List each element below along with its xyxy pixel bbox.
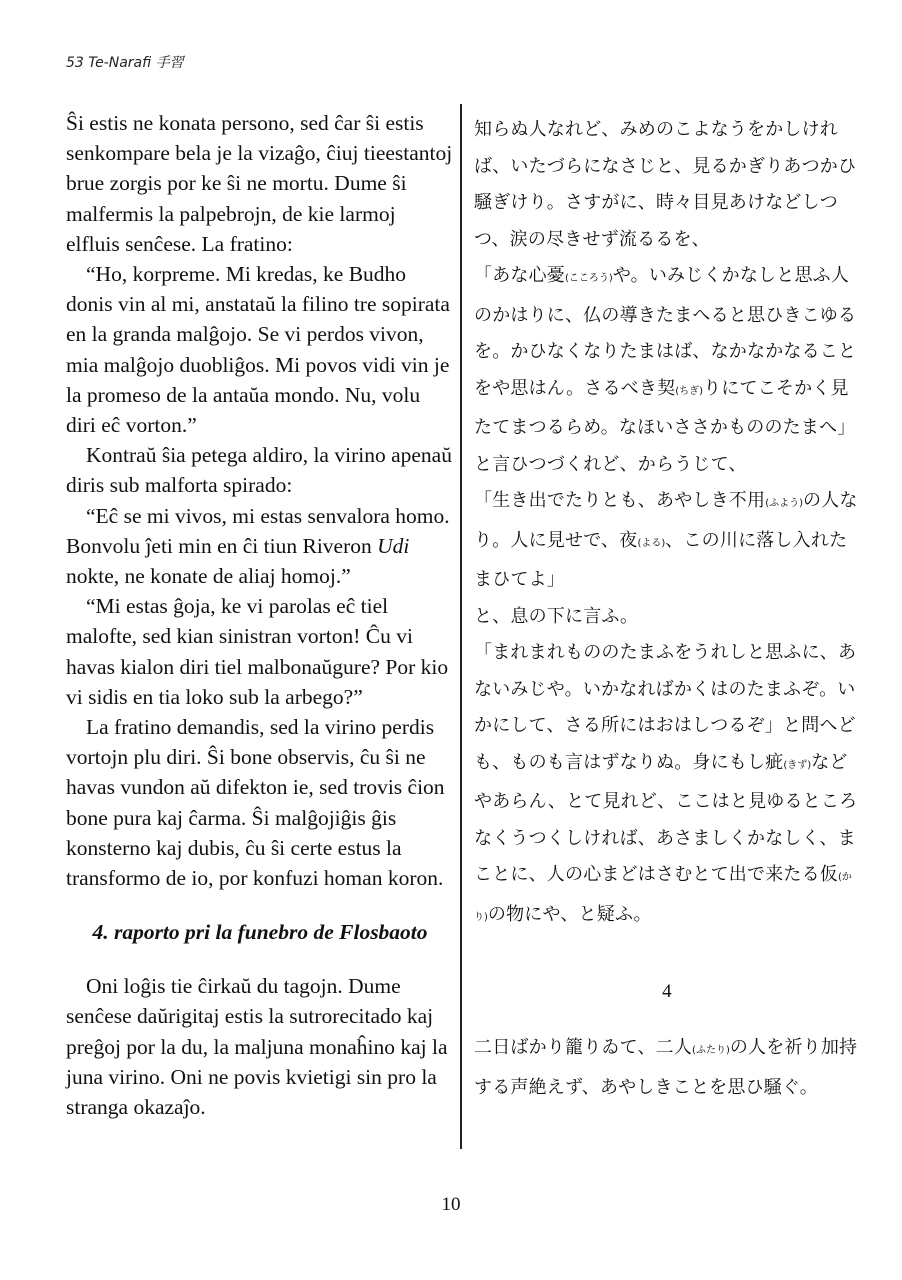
ruby-reading: (ふよう): [765, 498, 804, 509]
paragraph: 知らぬ人なれど、みめのこよなうをかしければ、いたづらになさじと、見るかぎりあつかひ騒ぎけり。さすがに、時々目見あけなどしつつ、涙の尽きせず流るるを、: [474, 119, 857, 250]
section-number: 4: [662, 981, 672, 1002]
ruby-reading: (きず): [783, 759, 812, 771]
esperanto-column: [66, 108, 454, 1122]
ruby-reading: (かり): [474, 872, 852, 923]
text-run: りにてこそかく見たてまつるらめ。なほいささかもののたまへ」: [474, 377, 856, 438]
page-number: 10: [441, 1194, 461, 1215]
text-run: 「まれまれもののたまふをうれしと思ふに、あないみじや。いかなればかくはのたまふぞ。いかにして、さる所にはおはしつるぞ」と問へども、ものも言はずなりぬ。身にもし疵: [474, 642, 857, 773]
paragraph: と、息の下に言ふ。: [474, 605, 639, 627]
paragraph: と言ひつづくれど、からうじて、: [474, 453, 747, 475]
paragraph: [474, 483, 860, 599]
running-header: 53 Te-Narafi 手習: [66, 55, 184, 71]
ruby-reading: (よる): [637, 537, 666, 549]
paragraph: [474, 258, 860, 447]
ruby-reading: (ふたり): [692, 1045, 730, 1056]
text-run: 「あな心憂: [474, 265, 565, 286]
text-run: などやあらん、とて見れど、ここはと見ゆるところなくうつくしければ、あさましくかなしく、まことに、人の心まどはさむとて出で来たる仮: [474, 751, 858, 885]
paragraph: La fratino demandis, sed la virino perdis vortojn plu diri. Ŝi bone observis, ĉu ŝi ne havas vundon aŭ difekton ie, sed trovis ĉion bone pura kaj ĉarma. Ŝi malĝojiĝis ĝis konsterno kaj dubis, ĉu ŝi certe estus la transformo de io, por konfuzi homan koron.: [66, 715, 445, 891]
text-run: の物にや、と疑ふ。: [487, 903, 652, 925]
text-run: “Eĉ se mi vivos, mi estas senvalora homo. Bonvolu ĵeti min en ĉi tiun Riveron: [66, 503, 450, 558]
paragraph: Ŝi estis ne konata persono, sed ĉar ŝi estis senkompare bela je la vizaĝo, ĉiuj tieestantoj brue zorgis por ke ŝi ne mortu. Dume ŝi malfermis la palpebrojn, de kie larmoj elfluis senĉese. La fratino:: [66, 111, 453, 256]
section-heading: 4. raporto pri la funebro de Flosbaoto: [92, 920, 428, 945]
ruby-reading: (こころう): [565, 273, 613, 284]
text-run: や。いみじくかなしと思ふ人のかはりに、仏の導きたまへると思ひきこゆるを。かひなくなりたまはば、なかなかなることをや思はん。さるべき契: [474, 265, 857, 399]
paragraph: Oni loĝis tie ĉirkaŭ du tagojn. Dume senĉese daŭrigitaj estis la sutrorecitado kaj preĝoj por la du, la maljuna monaĥino kaj la juna virino. Oni ne povis kvietigi sin pro la stranga okazaĵo.: [66, 974, 448, 1120]
text-run: の人を祈り加持する声絶えず、あやしきことを思ひ騒ぐ。: [474, 1037, 858, 1098]
text-run: の人なり。人に見せで、夜: [474, 490, 858, 551]
paragraph: “Ho, korpreme. Mi kredas, ke Budho donis vin al mi, anstataŭ la filino tre sopirata en la granda malĝojo. Se vi perdos vivon, mia malĝojo duobliĝos. Mi povos vidi vin je la promeso de la antaŭa mondo. Nu, volu diri eĉ vorton.”: [66, 262, 450, 438]
text-run: nokte, ne konate de aliaj homoj.”: [66, 564, 351, 589]
italic-term: Udi: [377, 533, 410, 558]
paragraph: [474, 635, 860, 936]
japanese-column: [474, 112, 860, 1106]
text-run: 、この川に落し入れたまひてよ」: [474, 529, 848, 590]
paragraph: Kontraŭ ŝia petega aldiro, la virino apenaŭ diris sub malforta spirado:: [66, 443, 452, 498]
text-run: 二日ばかり籠りゐて、二人: [474, 1037, 693, 1058]
paragraph: “Mi estas ĝoja, ke vi parolas eĉ tiel malofte, sed kian sinistran vorton! Ĉu vi havas kialon diri tiel malbonaŭgure? Por kio vi sidis en tia loko sub la arbego?”: [66, 594, 449, 709]
text-run: 「生き出でたりとも、あやしき不用: [474, 490, 766, 511]
paragraph: [66, 501, 454, 592]
paragraph: [474, 1030, 860, 1106]
column-divider: [460, 104, 462, 1149]
ruby-reading: (ちぎ): [675, 385, 704, 397]
